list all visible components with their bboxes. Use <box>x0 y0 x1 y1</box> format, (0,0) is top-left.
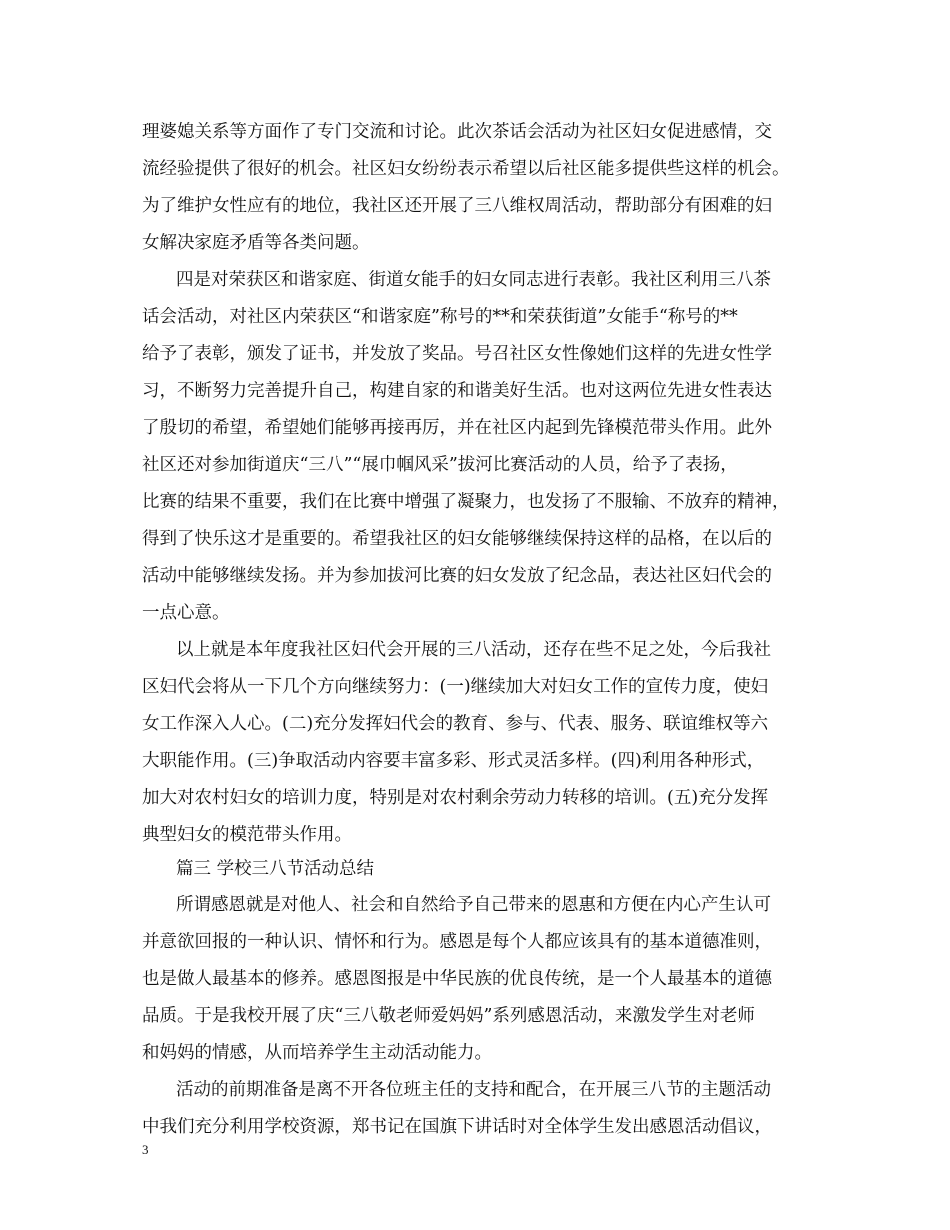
text-line: 给予了表彰，颁发了证书，并发放了奖品。号召社区女性像她们这样的先进女性学 <box>142 344 772 364</box>
text-line: 比赛的结果不重要，我们在比赛中增强了凝聚力，也发扬了不服输、不放弃的精神， <box>142 492 790 512</box>
text-line: 品质。于是我校开展了庆“三八敬老师爱妈妈”系列感恩活动，来激发学生对老师 <box>142 1006 755 1026</box>
text-line: 得到了快乐这才是重要的。希望我社区的妇女能够继续保持这样的品格，在以后的 <box>142 529 772 549</box>
text-line: 习，不断努力完善提升自己，构建自家的和谐美好生活。也对这两位先进女性表达 <box>142 381 772 401</box>
paragraph-first-line: 以上就是本年度我社区妇代会开展的三八活动，还存在些不足之处，今后我社 <box>176 640 771 660</box>
paragraph-first-line: 四是对荣获区和谐家庭、街道女能手的妇女同志进行表彰。我社区利用三八茶 <box>176 270 771 290</box>
text-line: 活动中能够继续发扬。并为参加拔河比赛的妇女发放了纪念品，表达社区妇代会的 <box>142 566 772 586</box>
text-line: 理婆媳关系等方面作了专门交流和讨论。此次茶话会活动为社区妇女促进感情，交 <box>142 122 772 142</box>
text-line: 大职能作用。(三)争取活动内容要丰富多彩、形式灵活多样。(四)利用各种形式， <box>142 751 765 771</box>
text-line: 女解决家庭矛盾等各类问题。 <box>142 233 370 253</box>
text-line: 区妇代会将从一下几个方向继续努力：(一)继续加大对妇女工作的宣传力度，使妇 <box>142 677 769 697</box>
text-line: 一点心意。 <box>142 603 230 623</box>
text-line: 也是做人最基本的修养。感恩图报是中华民族的优良传统，是一个人最基本的道德 <box>142 969 772 989</box>
text-line: 加大对农村妇女的培训力度，特别是对农村剩余劳动力转移的培训。(五)充分发挥 <box>142 788 769 808</box>
text-line: 并意欲回报的一种认识、情怀和行为。感恩是每个人都应该具有的基本道德准则， <box>142 932 772 952</box>
text-line: 社区还对参加街道庆“三八”“展巾帼风采”拔河比赛活动的人员，给予了表扬， <box>142 455 738 475</box>
text-line: 了殷切的希望，希望她们能够再接再厉，并在社区内起到先锋模范带头作用。此外 <box>142 418 772 438</box>
paragraph-first-line: 活动的前期准备是离不开各位班主任的支持和配合，在开展三八节的主题活动 <box>176 1080 771 1100</box>
paragraph-first-line: 所谓感恩就是对他人、社会和自然给予自己带来的恩惠和方便在内心产生认可 <box>176 895 771 915</box>
section-heading: 篇三 学校三八节活动总结 <box>176 859 375 879</box>
text-line: 为了维护女性应有的地位，我社区还开展了三八维权周活动，帮助部分有困难的妇 <box>142 196 772 216</box>
text-line: 话会活动，对社区内荣获区“和谐家庭”称号的**和荣获街道”女能手“称号的** <box>142 307 738 327</box>
text-line: 流经验提供了很好的机会。社区妇女纷纷表示希望以后社区能多提供些这样的机会。 <box>142 159 790 179</box>
page-number: 3 <box>142 1142 149 1157</box>
text-line: 典型妇女的模范带头作用。 <box>142 825 352 845</box>
text-line: 和妈妈的情感，从而培养学生主动活动能力。 <box>142 1043 492 1063</box>
text-line: 女工作深入人心。(二)充分发挥妇代会的教育、参与、代表、服务、联谊维权等六 <box>142 714 769 734</box>
text-line: 中我们充分利用学校资源，郑书记在国旗下讲话时对全体学生发出感恩活动倡议， <box>142 1117 772 1137</box>
